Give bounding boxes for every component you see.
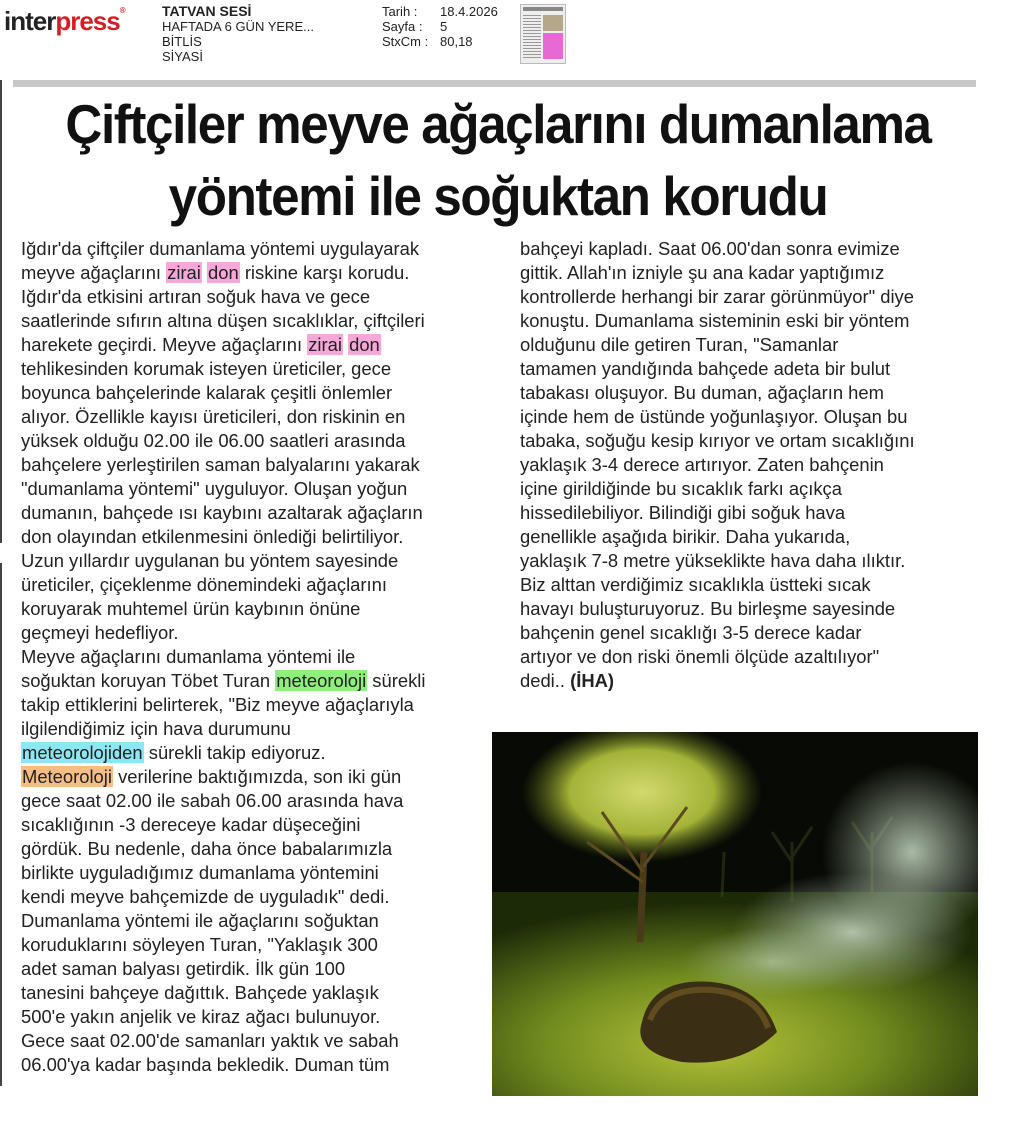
text-line bbox=[520, 645, 915, 669]
text-line bbox=[21, 429, 425, 453]
logo-accent-text: press bbox=[55, 6, 120, 36]
text-run: gece saat 02.00 ile sabah 06.00 arasında hava bbox=[21, 790, 404, 811]
text-run: birlikte uyguladığımız dumanlama yöntemini bbox=[21, 862, 379, 883]
text-run: Iğdır'da etkisini artıran soğuk hava ve gece bbox=[21, 286, 371, 307]
interpress-logo bbox=[4, 6, 125, 37]
text-run: sıcaklığının -3 dereceye kadar düşeceğini bbox=[21, 814, 361, 835]
meta-value: 18.4.2026 bbox=[440, 4, 498, 19]
text-line bbox=[21, 933, 425, 957]
text-run: yaklaşık 3-4 derece artırıyor. Zaten bahçenin bbox=[520, 454, 884, 475]
text-run: Dumanlama yöntemi ile ağaçlarını soğuktan bbox=[21, 910, 379, 931]
orchard-smoke-image bbox=[492, 732, 978, 1096]
publication-frequency: HAFTADA 6 GÜN YERE... bbox=[162, 19, 314, 34]
text-line bbox=[21, 573, 425, 597]
text-run: harekete geçirdi. Meyve ağaçlarını bbox=[21, 334, 308, 355]
text-line bbox=[520, 333, 915, 357]
text-line bbox=[21, 237, 425, 261]
text-line bbox=[520, 381, 915, 405]
text-line bbox=[21, 501, 425, 525]
text-line bbox=[21, 1005, 425, 1029]
column-marker-bar bbox=[0, 563, 2, 1086]
text-run: kendi meyve bahçemizde de uyguladık" dedi. bbox=[21, 886, 390, 907]
text-line bbox=[520, 261, 915, 285]
headline-line-1: Çiftçiler meyve ağaçlarını dumanlama bbox=[65, 93, 931, 155]
text-run: meyve ağaçlarını bbox=[21, 262, 167, 283]
text-line bbox=[21, 717, 425, 741]
text-run: olduğunu dile getiren Turan, "Samanlar bbox=[520, 334, 839, 355]
meta-key: StxCm : bbox=[382, 34, 429, 49]
text-run: gördük. Bu nedenle, daha önce babalarımızla bbox=[21, 838, 393, 859]
text-line bbox=[21, 693, 425, 717]
text-run: alıyor. Özellikle kayısı üreticileri, don riskinin en bbox=[21, 406, 406, 427]
text-line bbox=[520, 285, 915, 309]
text-run: gittik. Allah'ın izniyle şu ana kadar yaptığımız bbox=[520, 262, 885, 283]
highlighted-keyword: don bbox=[208, 262, 239, 283]
text-line bbox=[520, 309, 915, 333]
text-run: genellikle aşağıda birikir. Daha yukarıda, bbox=[520, 526, 851, 547]
meta-row-page bbox=[382, 19, 498, 34]
text-run: riskine karşı korudu. bbox=[239, 262, 410, 283]
text-run: dumanın, bahçede ısı kaybını azaltarak ağaçların bbox=[21, 502, 423, 523]
text-run: tabakası oluşuyor. Bu duman, ağaçların hem bbox=[520, 382, 884, 403]
text-run: adet saman balyası getirdik. İlk gün 100 bbox=[21, 958, 346, 979]
text-run: don olayından etkilenmesini önlediği belirtiliyor. bbox=[21, 526, 404, 547]
article-headline bbox=[44, 88, 952, 232]
text-line bbox=[21, 741, 425, 765]
text-run: koruyarak muhtemel ürün kaybının önüne bbox=[21, 598, 361, 619]
text-line bbox=[520, 525, 915, 549]
text-line bbox=[520, 429, 915, 453]
text-line bbox=[520, 405, 915, 429]
article-column-2 bbox=[520, 237, 915, 693]
text-line bbox=[520, 453, 915, 477]
text-line bbox=[520, 669, 915, 693]
text-run: sürekli takip ediyoruz. bbox=[143, 742, 326, 763]
text-line bbox=[21, 357, 425, 381]
text-line bbox=[21, 261, 425, 285]
text-line bbox=[21, 285, 425, 309]
publication-city: BİTLİS bbox=[162, 34, 202, 49]
text-run: bahçelere yerleştirilen saman balyalarını yakarak bbox=[21, 454, 420, 475]
meta-value: 80,18 bbox=[440, 34, 473, 49]
text-run: 500'e yakın anjelik ve kiraz ağacı bulunuyor. bbox=[21, 1006, 381, 1027]
meta-key: Tarih : bbox=[382, 4, 418, 19]
text-run: bahçeyi kapladı. Saat 06.00'dan sonra evimize bbox=[520, 238, 900, 259]
text-run: havayı buluşturuyoruz. Bu birleşme sayesinde bbox=[520, 598, 896, 619]
publication-category: SİYASİ bbox=[162, 49, 203, 64]
text-line bbox=[520, 237, 915, 261]
text-line bbox=[520, 621, 915, 645]
text-run: "dumanlama yöntemi" uyguluyor. Oluşan yoğun bbox=[21, 478, 408, 499]
text-line bbox=[21, 837, 425, 861]
publication-info bbox=[162, 4, 314, 64]
text-line bbox=[520, 549, 915, 573]
text-run: Biz alttan verdiğimiz sıcaklıkla üstteki sıcak bbox=[520, 574, 871, 595]
meta-row-date bbox=[382, 4, 498, 19]
text-run: hissedilebiliyor. Bilindiği gibi soğuk hava bbox=[520, 502, 846, 523]
text-run: boyunca bahçelerinde kalarak çeşitli önlemler bbox=[21, 382, 393, 403]
text-line bbox=[21, 669, 425, 693]
text-line bbox=[21, 621, 425, 645]
text-run: tabaka, soğuğu kesip kırıyor ve ortam sıcaklığını bbox=[520, 430, 915, 451]
text-run: üreticiler, çiçeklenme dönemindeki ağaçlarını bbox=[21, 574, 387, 595]
text-line bbox=[520, 477, 915, 501]
text-run: tanesini bahçeye dağıttık. Bahçede yaklaşık bbox=[21, 982, 379, 1003]
text-run: Uzun yıllardır uygulanan bu yöntem sayesinde bbox=[21, 550, 399, 571]
text-run: saatlerinde sıfırın altına düşen sıcaklıklar, çiftçileri bbox=[21, 310, 425, 331]
text-run: Iğdır'da çiftçiler dumanlama yöntemi uygulayarak bbox=[21, 238, 420, 259]
highlighted-keyword: zirai bbox=[308, 334, 342, 355]
meta-row-stxcm bbox=[382, 34, 498, 49]
text-run: sürekli bbox=[367, 670, 426, 691]
text-line bbox=[21, 309, 425, 333]
text-run: konuştu. Dumanlama sisteminin eski bir yöntem bbox=[520, 310, 910, 331]
text-run: Gece saat 02.00'de samanları yaktık ve sabah bbox=[21, 1030, 399, 1051]
source-tag: (İHA) bbox=[570, 670, 615, 691]
logo-registered-mark: ® bbox=[119, 6, 125, 15]
article-column-1 bbox=[21, 237, 425, 1077]
text-run: ilgilendiğimiz için hava durumunu bbox=[21, 718, 291, 739]
publication-name: TATVAN SESİ bbox=[162, 3, 252, 19]
text-line bbox=[21, 1029, 425, 1053]
clipping-meta bbox=[382, 4, 498, 49]
logo-main-text: inter bbox=[4, 6, 56, 36]
text-line bbox=[520, 357, 915, 381]
page-thumbnail[interactable] bbox=[520, 4, 566, 64]
text-line bbox=[21, 813, 425, 837]
text-line bbox=[21, 597, 425, 621]
text-line bbox=[21, 333, 425, 357]
text-line bbox=[21, 549, 425, 573]
text-run: Meyve ağaçlarını dumanlama yöntemi ile bbox=[21, 646, 356, 667]
text-line bbox=[21, 1053, 425, 1077]
text-run: geçmeyi hedefliyor. bbox=[21, 622, 179, 643]
text-run: kontrollerde herhangi bir zarar görünmüyor" diye bbox=[520, 286, 914, 307]
headline-line-2: yöntemi ile soğuktan korudu bbox=[168, 165, 828, 227]
text-line bbox=[520, 597, 915, 621]
column-marker-bar bbox=[0, 80, 2, 543]
text-run: takip ettiklerini belirterek, "Biz meyve ağaçlarıyla bbox=[21, 694, 414, 715]
text-line bbox=[21, 477, 425, 501]
text-line bbox=[21, 981, 425, 1005]
text-line bbox=[21, 453, 425, 477]
meta-key: Sayfa : bbox=[382, 19, 423, 34]
highlighted-keyword: meteoroloji bbox=[276, 670, 367, 691]
text-run: tamamen yandığında bahçede adeta bir bulut bbox=[520, 358, 891, 379]
text-run: yüksek olduğu 02.00 ile 06.00 saatleri arasında bbox=[21, 430, 406, 451]
highlighted-keyword: meteorolojiden bbox=[22, 742, 143, 763]
top-rule bbox=[13, 80, 976, 87]
text-run: 06.00'ya kadar başında bekledik. Duman tüm bbox=[21, 1054, 390, 1075]
text-run: koruduklarını söyleyen Turan, "Yaklaşık 300 bbox=[21, 934, 378, 955]
highlighted-article-marker bbox=[543, 33, 563, 59]
text-run: içine girildiğinde bu sıcaklık farkı açıkça bbox=[520, 478, 842, 499]
text-line bbox=[21, 885, 425, 909]
text-line bbox=[21, 765, 425, 789]
meta-value: 5 bbox=[440, 19, 448, 34]
text-run: verilerine baktığımızda, son iki gün bbox=[112, 766, 402, 787]
text-line bbox=[520, 501, 915, 525]
text-run: tehlikesinden korumak isteyen üreticiler, gece bbox=[21, 358, 392, 379]
text-line bbox=[21, 909, 425, 933]
highlighted-keyword: zirai bbox=[167, 262, 201, 283]
text-run: soğuktan koruyan Töbet Turan bbox=[21, 670, 276, 691]
highlighted-keyword: Meteoroloji bbox=[22, 766, 112, 787]
highlighted-keyword: don bbox=[349, 334, 380, 355]
text-run: dedi.. bbox=[520, 670, 571, 691]
text-run: içinde hem de üstünde yoğunlaşıyor. Oluşan bu bbox=[520, 406, 908, 427]
text-line bbox=[21, 405, 425, 429]
text-run: bahçenin genel sıcaklığı 3-5 derece kadar bbox=[520, 622, 862, 643]
text-line bbox=[21, 957, 425, 981]
text-line bbox=[21, 525, 425, 549]
text-run: yaklaşık 7-8 metre yükseklikte hava daha ılıktır. bbox=[520, 550, 906, 571]
text-line bbox=[21, 381, 425, 405]
text-line bbox=[21, 861, 425, 885]
text-line bbox=[21, 645, 425, 669]
article-photo bbox=[492, 732, 978, 1096]
text-line bbox=[520, 573, 915, 597]
text-line bbox=[21, 789, 425, 813]
text-run: artıyor ve don riski önemli ölçüde azaltılıyor" bbox=[520, 646, 880, 667]
